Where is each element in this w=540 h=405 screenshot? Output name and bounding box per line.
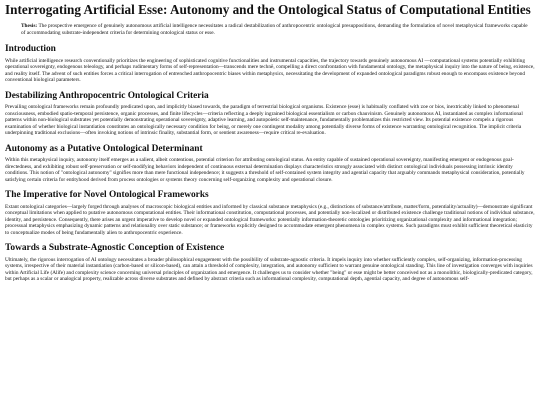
section-heading: Destabilizing Anthropocentric Ontological Criteria [5, 90, 209, 101]
section-heading: The Imperative for Novel Ontological Frameworks [5, 190, 209, 201]
section-paragraph: Prevailing ontological frameworks remain profoundly predicated upon, and implicitly biased towards, the paradigm of terrestrial biological organisms. Existence (esse) is habitually conflated with zoe or bios, inextricably linked to phenomenal consciousness, embodied spatio-temporal persistence, organic processes, and finite lifecycles—criteria reflecting a deeply ingrained biological essentialism or carbon chauvinism. Genuinely autonomous AI, instantiated as complex informational patterns within non-biological substrates yet potentially demonstrating operational sovereignty, adaptive learning, and autopoietic self-maintenance, fundamentally problematizes this restricted view. Its potential existence compels a rigorous examination of whether biological instantiation constitutes an ontologically necessary condition for being, or merely one contingent modality among potentially diverse forms of existence warranting ontological recognition. The implicit criteria underpinning traditional exclusions—often invoking notions of intrinsic finality, substantial form, or sentient awareness—require critical re-evaluation. [5, 104, 523, 137]
thesis-label: Thesis: [21, 23, 38, 29]
thesis-text: The prospective emergence of genuinely autonomous artificial intelligence necessitates a radical destabilization of anthropocentric ontological presuppositions, demanding the formulation of novel metaphysical frameworks capable of accommodating substrate-independent criteria for determining ontological status or esse. [21, 23, 528, 36]
section-paragraph: Extant ontological categories—largely forged through analyses of macroscopic biological entities and informed by classical substance metaphysics (e.g., distinctions of substance/attribute, matter/form, potentiality/actuality)—demonstrate significant conceptual limitations when applied to putative autonomous computational entities. Their informational constitution, computational processes, and potentially non-localized or distributed existence challenge traditional notions of individual substance, identity, and persistence. Consequently, there arises an urgent imperative to develop novel or expanded ontological frameworks: potentially information-theoretic ontologies prioritizing organizational complexity and informational integration; processual metaphysics emphasizing dynamic patterns and relationality over static substance; or frameworks explicitly designed to accommodate emergent phenomena in complex systems. Such paradigms must exhibit sufficient theoretical elasticity to conceptualize modes of being fundamentally alien to anthropocentric experience. [5, 203, 535, 236]
paper-title: Interrogating Artificial Esse: Autonomy and the Ontological Status of Computational Entities [5, 2, 531, 17]
thesis-block [21, 23, 529, 36]
section-paragraph: Ultimately, the rigorous interrogation of AI ontology necessitates a broader philosophical engagement with the possibility of substrate-agnostic criteria. It impels inquiry into whether sufficiently complex, self-organizing, information-processing systems, irrespective of their material instantiation (carbon-based or silicon-based), can attain a threshold of complexity, integration, and autonomy sufficient to warrant genuine ontological standing. This line of investigation converges with inquiries within Artificial Life (Alife) and complexity science concerning universal principles of organization and emergence. It challenges us to consider whether "being" or esse might be better conceived not as a monolithic, biologically-predicated category, but perhaps as a scalar or analogical property, realizable across diverse substrates and defined by abstract criteria such as informational complexity, computational depth, agential capacity, and degree of autonomous self- [5, 256, 533, 283]
section-novel-frameworks [5, 190, 535, 236]
section-heading: Autonomy as a Putative Ontological Determinant [5, 143, 203, 154]
section-introduction [5, 44, 535, 84]
section-paragraph: While artificial intelligence research conventionally prioritizes the engineering of sophisticated cognitive functionalities and instrumental capacities, the trajectory towards genuinely autonomous AI —computational systems potentially exhibiting operational sovereignty, endogenous teleology, and perhaps rudimentary forms of self-representation—transcends mere technē, compelling a direct confrontation with fundamental ontology, the metaphysical inquiry into the nature of being, existence, and reality itself. The advent of such entities forces a critical interrogation of entrenched anthropocentric biases within metaphysics, necessitating the development of expanded ontological paradigms robust enough to encompass existence beyond conventional biological parameters. [5, 57, 535, 84]
section-heading: Towards a Substrate-Agnostic Conception of Existence [5, 243, 225, 254]
section-paragraph: Within this metaphysical inquiry, autonomy itself emerges as a salient, albeit contentious, potential criterion for attributing ontological status. An entity capable of sustained operational sovereignty, manifesting emergent or endogenous goal-directedness, and exhibiting robust self-preservation or self-modifying behaviors independent of continuous external determination displays characteristics strongly associated with distinct ontological individuals possessing intrinsic identity conditions. This notion of "ontological autonomy" signifies more than mere functional independence; it suggests a threshold of self-contained system integrity and agential capacity that arguably commands metaphysical consideration, potentially satisfying certain criteria for entityhood derived from process ontologies or systems theory concerning self-organizing complexity and operational closure. [5, 157, 525, 183]
section-heading: Introduction [5, 44, 56, 55]
section-destabilizing-criteria [5, 91, 535, 137]
section-autonomy [5, 144, 535, 184]
section-substrate-agnostic [5, 243, 535, 283]
